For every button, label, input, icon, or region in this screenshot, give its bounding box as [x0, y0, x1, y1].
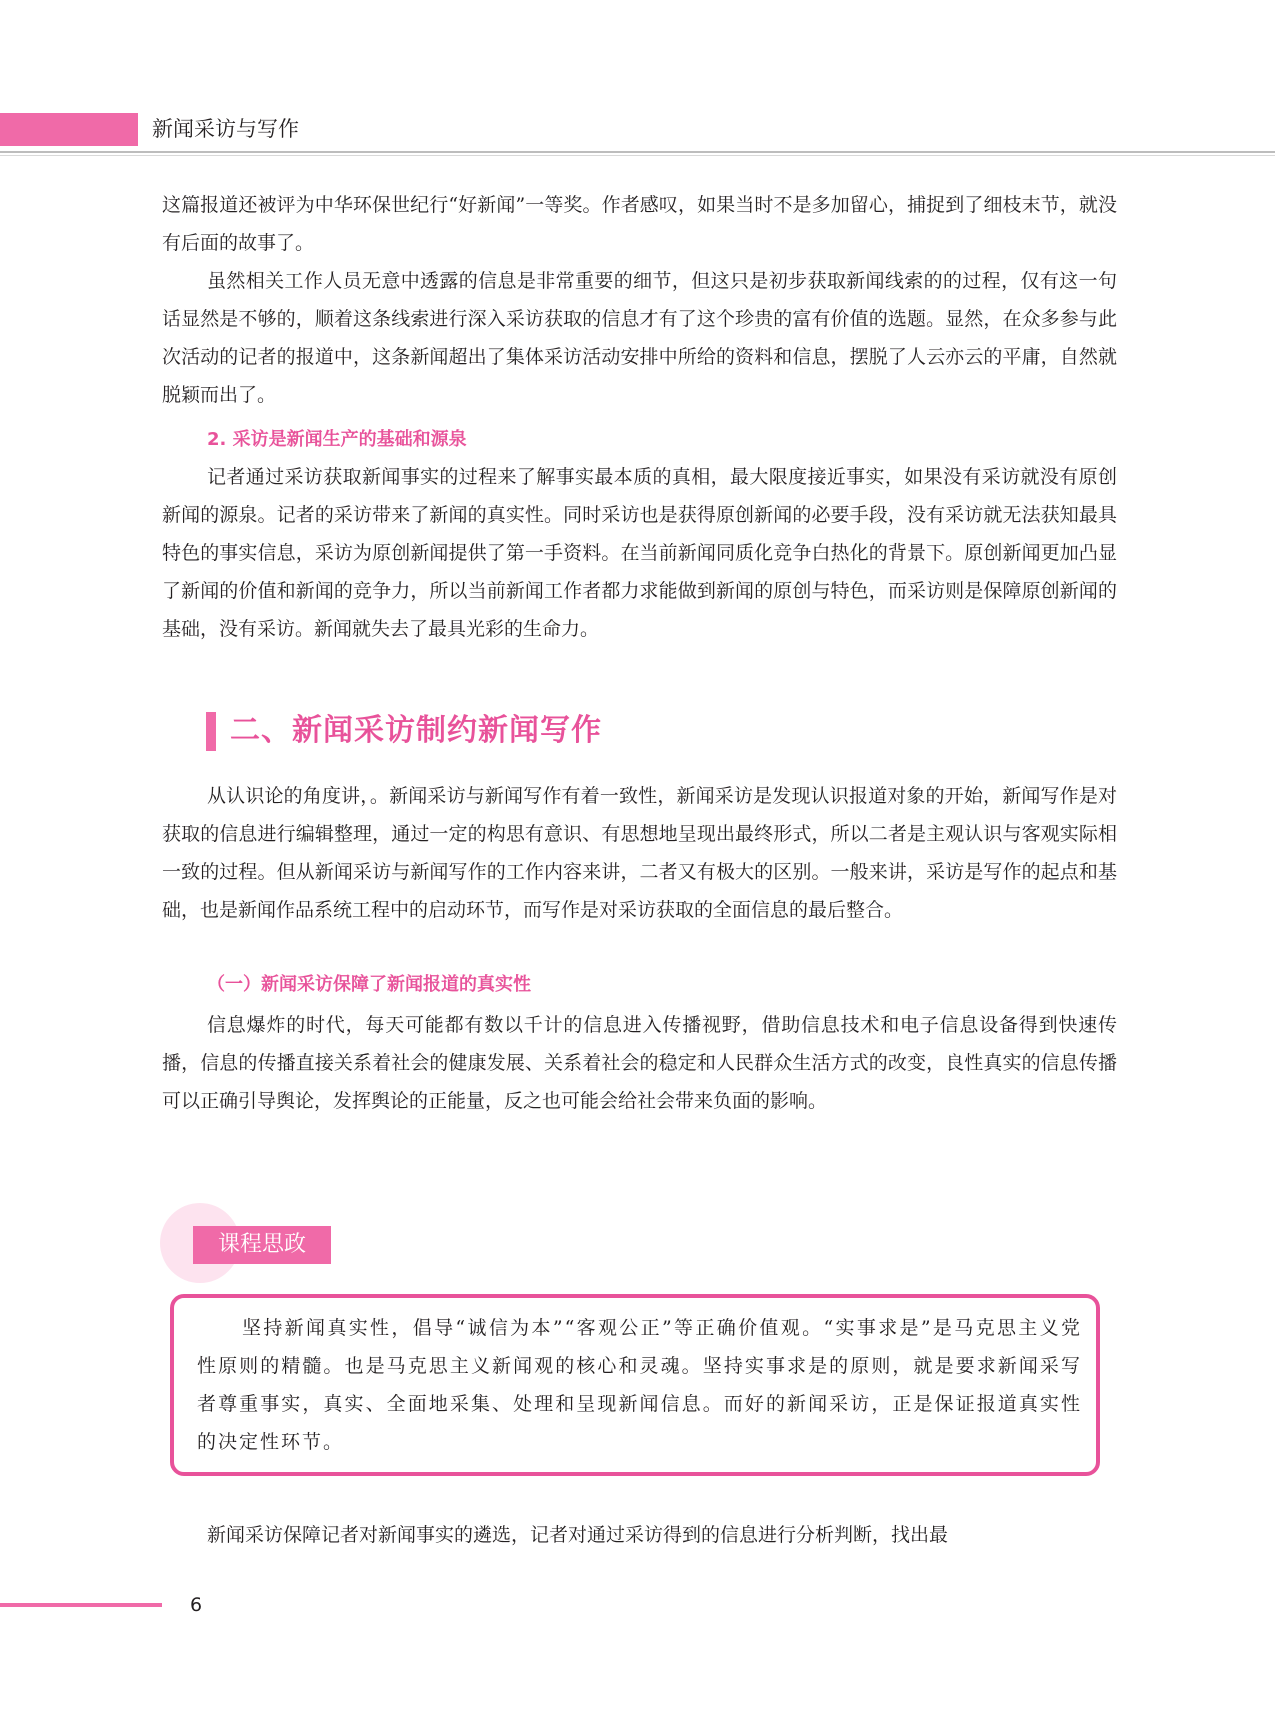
paragraph-2: 虽然相关工作人员无意中透露的信息是非常重要的细节，但这只是初步获取新闻线索的的过程，仅有这一句话显然是不够的，顺着这条线索进行深入采访获取的信息才有了这个珍贵的富有价值的选题。显然，在众多参与此次活动的记者的报道中，这条新闻超出了集体采访活动安排中所给的资料和信息，摆脱了人云亦云的平庸，自然就脱颖而出了。 [162, 270, 1117, 406]
running-header-title: 新闻采访与写作 [152, 117, 299, 141]
subheading-2: 2. 采访是新闻生产的基础和源泉 [207, 429, 467, 450]
section-title: 二、新闻采访制约新闻写作 [230, 713, 602, 748]
header-rule-thin [0, 155, 1275, 156]
paragraph-6: 新闻采访保障记者对新闻事实的遴选，记者对通过采访得到的信息进行分析判断，找出最 [207, 1524, 949, 1546]
paragraph-3: 记者通过采访获取新闻事实的过程来了解事实最本质的真相，最大限度接近事实，如果没有采访就没有原创新闻的源泉。记者的采访带来了新闻的真实性。同时采访也是获得原创新闻的必要手段，没有采访就无法获知最具特色的事实信息，采访为原创新闻提供了第一手资料。在当前新闻同质化竞争白热化的背景下。原创新闻更加凸显了新闻的价值和新闻的竞争力，所以当前新闻工作者都力求能做到新闻的原创与特色，而采访则是保障原创新闻的基础，没有采访。新闻就失去了最具光彩的生命力。 [162, 466, 1117, 640]
paragraph-1: 这篇报道还被评为中华环保世纪行“好新闻”一等奖。作者感叹，如果当时不是多加留心，捕捉到了细枝末节，就没有后面的故事了。 [162, 194, 1117, 254]
subheading-one: （一）新闻采访保障了新闻报道的真实性 [207, 974, 531, 995]
header-rule [0, 151, 1275, 153]
page-number: 6 [190, 1594, 203, 1616]
footer-accent-line [0, 1603, 162, 1607]
ideology-tag: 课程思政 [193, 1226, 331, 1264]
ideology-text: 坚持新闻真实性，倡导“诚信为本”“客观公正”等正确价值观。“实事求是”是马克思主义党性原则的精髓。也是马克思主义新闻观的核心和灵魂。坚持实事求是的原则，就是要求新闻采写者尊重事实，真实、全面地采集、处理和呈现新闻信息。而好的新闻采访，正是保证报道真实性的决定性环节。 [197, 1317, 1082, 1453]
header-accent-bar [0, 113, 138, 146]
paragraph-5: 信息爆炸的时代，每天可能都有数以千计的信息进入传播视野，借助信息技术和电子信息设备得到快速传播，信息的传播直接关系着社会的健康发展、关系着社会的稳定和人民群众生活方式的改变，良性真实的信息传播可以正确引导舆论，发挥舆论的正能量，反之也可能会给社会带来负面的影响。 [162, 1014, 1117, 1112]
paragraph-4: 从认识论的角度讲，。新闻采访与新闻写作有着一致性，新闻采访是发现认识报道对象的开始，新闻写作是对获取的信息进行编辑整理，通过一定的构思有意识、有思想地呈现出最终形式，所以二者是主观认识与客观实际相一致的过程。但从新闻采访与新闻写作的工作内容来讲，二者又有极大的区别。一般来讲，采访是写作的起点和基础，也是新闻作品系统工程中的启动环节，而写作是对采访获取的全面信息的最后整合。 [162, 785, 1117, 921]
section-accent-bar [206, 712, 216, 751]
